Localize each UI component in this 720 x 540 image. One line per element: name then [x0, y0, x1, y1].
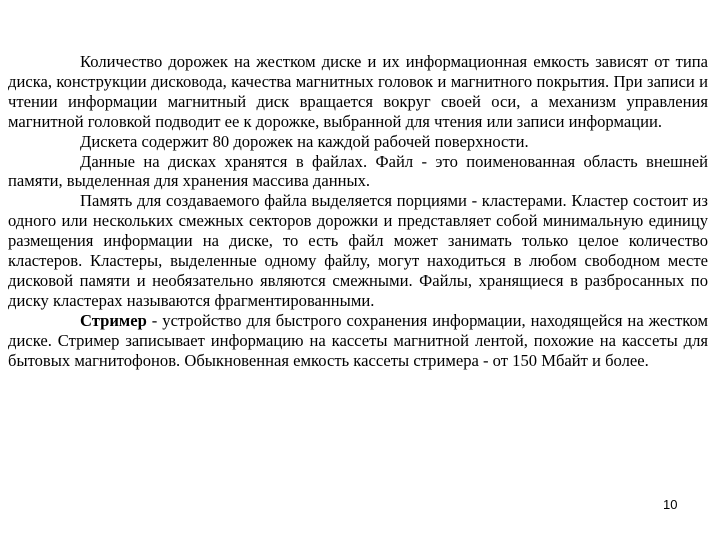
streamer-definition: - устройство для быстрого сохранения информации, находящейся на жестком диске. Стример записывает информацию на кассеты магнитной лентой, похожие на кассеты для бытовых магнитофонов. Обыкновенная емкость кассеты стримера - от 150 Мбайт и более. [8, 310, 708, 370]
streamer-term: Стример [80, 310, 147, 330]
paragraph-files: Данные на дисках хранятся в файлах. Файл - это поименованная область внешней памяти, выделенная для хранения массива данных. [8, 151, 708, 191]
paragraph-streamer [8, 311, 708, 371]
body-text [8, 52, 708, 371]
page-number: 10 [663, 497, 678, 512]
paragraph-clusters: Память для создаваемого файла выделяется порциями - кластерами. Кластер состоит из одного или нескольких смежных секторов дорожки и представляет собой минимальную единицу размещения информации на диске, то есть файл может занимать только целое количество кластеров. Кластеры, выделенные одному файлу, могут находиться в любом свободном месте дисковой памяти и необязательно являются смежными. Файлы, хранящиеся в разбросанных по диску кластерах называются фрагментированными. [8, 191, 708, 310]
paragraph-track-capacity: Количество дорожек на жестком диске и их информационная емкость зависят от типа диска, конструкции дисковода, качества магнитных головок и магнитного покрытия. При записи и чтении информации магнитный диск вращается вокруг своей оси, а механизм управления магнитной головкой подводит ее к дорожке, выбранной для чтения или записи информации. [8, 52, 708, 131]
paragraph-diskette: Дискета содержит 80 дорожек на каждой рабочей поверхности. [80, 131, 529, 151]
